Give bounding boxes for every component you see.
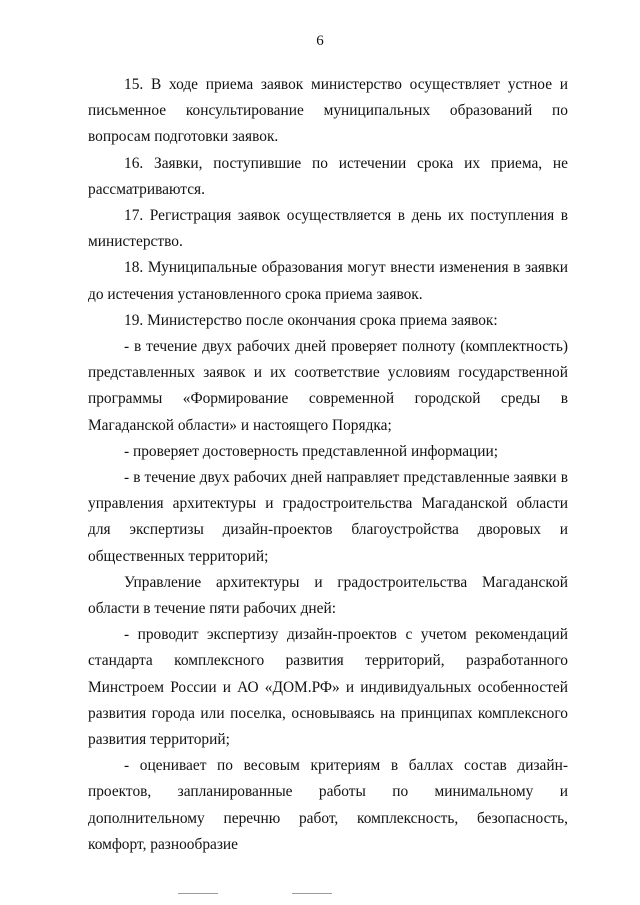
paragraph-19: 19. Министерство после окончания срока приема заявок: — [124, 311, 498, 329]
scan-artifact-line — [178, 893, 218, 894]
list-item-expertise: - проводит экспертизу дизайн-проектов с учетом рекомендаций стандарта комплексного развития территорий, разработанного Минстроем России и АО «ДОМ.РФ» и индивидуальных особенностей развития города или поселка, основываясь на принципах комплексного развития территорий; — [88, 626, 568, 749]
list-item-evaluation: - оценивает по весовым критериям в баллах состав дизайн-проектов, запланированные работы по минимальному и дополнительному перечню работ, комплексность, безопасность, комфорт, разнообразие — [88, 757, 568, 853]
list-item-check-reliability: - проверяет достоверность представленной информации; — [124, 442, 499, 460]
scan-artifact-line — [292, 893, 332, 894]
document-body — [88, 72, 568, 858]
list-item-check-completeness: - в течение двух рабочих дней проверяет полноту (комплектность) представленных заявок и их соответствие условиям государственной программы «Формирование современной городской среды в Магаданской области» и настоящего Порядка; — [88, 338, 568, 434]
paragraph-15: 15. В ходе приема заявок министерство осуществляет устное и письменное консультирование муниципальных образований по вопросам подготовки заявок. — [88, 76, 568, 146]
page-number: 6 — [316, 33, 324, 49]
paragraph-17: 17. Регистрация заявок осуществляется в день их поступления в министерство. — [88, 207, 568, 251]
paragraph-16: 16. Заявки, поступившие по истечении срока их приема, не рассматриваются. — [88, 154, 568, 198]
paragraph-architecture-department: Управление архитектуры и градостроительства Магаданской области в течение пяти рабочих дней: — [88, 573, 568, 618]
list-item-send-applications: - в течение двух рабочих дней направляет представленные заявки в управления архитектуры и градостроительства Магаданской области для экспертизы дизайн-проектов благоустройства дворовых и общественных территорий; — [88, 469, 568, 565]
paragraph-18: 18. Муниципальные образования могут внести изменения в заявки до истечения установленного срока приема заявок. — [88, 259, 568, 303]
